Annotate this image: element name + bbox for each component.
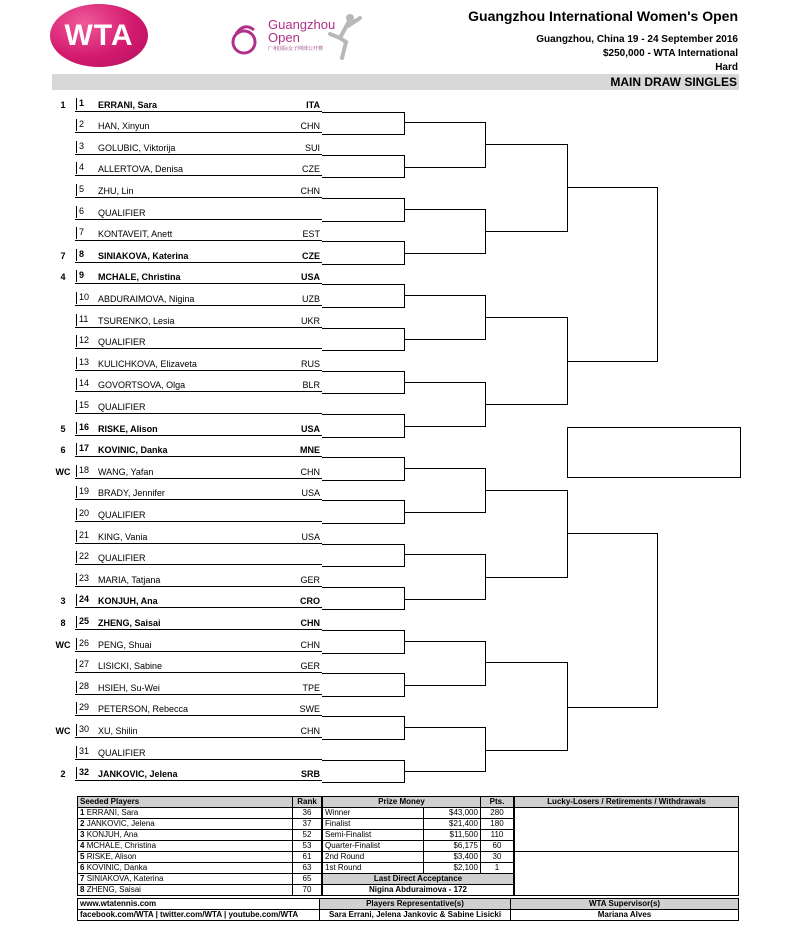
player-nationality: EST — [302, 229, 320, 240]
seeded-rank: 52 — [293, 830, 322, 841]
draw-position: 18 — [76, 465, 99, 477]
draw-row — [52, 349, 322, 371]
guangzhou-open-logo-icon — [228, 20, 268, 60]
prize-row — [323, 808, 514, 819]
location-dates: Guangzhou, China 19 - 24 September 2016 — [536, 34, 738, 45]
seeded-row — [78, 819, 322, 830]
seeded-row — [78, 841, 322, 852]
seeded-players-table — [77, 796, 322, 896]
prize-row — [323, 863, 514, 874]
bracket-connector — [485, 144, 568, 232]
draw-row — [52, 414, 322, 436]
seeded-row — [78, 852, 322, 863]
seed-label: 5 — [60, 423, 66, 434]
tournament-title: Guangzhou International Women's Open — [468, 8, 738, 24]
draw-position: 26 — [76, 638, 99, 650]
prize-round: Quarter-Finalist — [323, 841, 424, 852]
player-nationality: RUS — [300, 358, 320, 369]
draw-row — [52, 371, 322, 393]
player-name: KING, Vania — [98, 531, 148, 542]
bracket-connector — [322, 630, 405, 654]
prize-row — [323, 819, 514, 830]
draw-position: 23 — [76, 573, 99, 585]
seeded-seed: 2 — [80, 819, 85, 828]
player-nationality: CHN — [300, 121, 320, 132]
bracket-connector — [404, 209, 486, 254]
draw-row — [52, 90, 322, 112]
bracket-connector — [404, 641, 486, 686]
bracket-connector — [404, 554, 486, 599]
seeded-rank: 70 — [293, 885, 322, 896]
player-nationality: CZE — [302, 164, 320, 175]
draw-row — [52, 241, 322, 263]
draw-row — [52, 436, 322, 458]
draw-row — [52, 112, 322, 134]
seeded-seed: 6 — [80, 863, 85, 872]
prize-money: $11,500 — [423, 830, 480, 841]
draw-row — [52, 457, 322, 479]
player-name: KONJUH, Ana — [98, 596, 158, 607]
prize-money: $21,400 — [423, 819, 480, 830]
draw-position: 29 — [76, 702, 99, 714]
player-name: ALLERTOVA, Denisa — [98, 164, 184, 175]
seed-label: WC — [55, 725, 71, 736]
player-name: GOLUBIC, Viktorija — [98, 142, 176, 153]
prize-money: $43,000 — [423, 808, 480, 819]
seed-label: 4 — [60, 272, 66, 283]
draw-position: 32 — [76, 767, 99, 779]
player-name: WANG, Yafan — [98, 466, 154, 477]
player-nationality: MNE — [300, 445, 320, 456]
seeded-name: JANKOVIC, Jelena — [86, 819, 155, 828]
seeded-rank: 61 — [293, 852, 322, 863]
draw-position: 12 — [76, 335, 99, 347]
draw-position: 22 — [76, 551, 99, 563]
draw-row — [52, 522, 322, 544]
champion-box — [567, 427, 741, 478]
draw-row — [52, 392, 322, 414]
seeded-name: KOVINIC, Danka — [86, 863, 148, 872]
seeded-name: ZHENG, Saisai — [86, 885, 141, 894]
prize-points: 110 — [480, 830, 513, 841]
prize-points: 180 — [480, 819, 513, 830]
player-nationality: USA — [301, 531, 320, 542]
prize-header: Prize Money — [323, 797, 481, 808]
bracket-connector — [485, 662, 568, 750]
seeded-row — [78, 808, 322, 819]
prize-points: 60 — [480, 841, 513, 852]
seed-label: 8 — [60, 617, 66, 628]
player-nationality: USA — [300, 423, 320, 434]
draw-row — [52, 652, 322, 674]
bracket-connector — [322, 371, 405, 395]
draw-row — [52, 155, 322, 177]
player-name: MARIA, Tatjana — [98, 574, 161, 585]
player-name: QUALIFIER — [98, 747, 146, 758]
bracket-connector — [322, 328, 405, 352]
bracket-connector — [404, 122, 486, 167]
bracket-connector — [322, 587, 405, 611]
draw-row — [52, 716, 322, 738]
draw-row — [52, 587, 322, 609]
draw-row — [52, 760, 322, 782]
lucky-losers-cell — [515, 852, 739, 896]
draw-position: 15 — [76, 400, 99, 412]
player-nationality: CHN — [300, 725, 320, 736]
player-name: QUALIFIER — [98, 401, 146, 412]
seeded-seed: 4 — [80, 841, 85, 850]
draw-position: 1 — [76, 98, 99, 110]
prize-money: $2,100 — [423, 863, 480, 874]
players-rep-header: Players Representative(s) — [320, 899, 511, 910]
draw-position: 8 — [76, 249, 99, 261]
draw-position: 6 — [76, 206, 99, 218]
player-nationality: CHN — [300, 617, 320, 628]
player-name: QUALIFIER — [98, 207, 146, 218]
supervisor-value: Mariana Alves — [511, 910, 739, 921]
rank-header: Rank — [293, 797, 322, 808]
seed-label: 3 — [60, 596, 66, 607]
bracket-connector — [322, 500, 405, 524]
prize-round: 2nd Round — [323, 852, 424, 863]
bracket-connector — [322, 760, 405, 784]
draw-position: 3 — [76, 141, 99, 153]
bracket-connector — [567, 187, 658, 362]
section-title: MAIN DRAW SINGLES — [610, 75, 737, 89]
draw-row — [52, 673, 322, 695]
player-name: JANKOVIC, Jelena — [98, 769, 178, 780]
seeded-player — [78, 808, 293, 819]
draw-row — [52, 220, 322, 242]
player-nationality: CHN — [300, 466, 320, 477]
last-direct-label: Last Direct Acceptance — [323, 874, 514, 885]
prize-row — [323, 830, 514, 841]
prize-round: Finalist — [323, 819, 424, 830]
footer-web: www.wtatennis.com — [78, 899, 320, 910]
prize-category: $250,000 - WTA International — [602, 48, 738, 59]
bracket-connector — [322, 284, 405, 308]
bracket-connector — [322, 241, 405, 265]
draw-position: 21 — [76, 530, 99, 542]
bracket-connector — [322, 414, 405, 438]
player-name: MCHALE, Christina — [98, 272, 181, 283]
draw-position: 19 — [76, 486, 99, 498]
bracket-connector — [567, 533, 658, 708]
seeded-seed: 5 — [80, 852, 85, 861]
player-nationality: CHN — [300, 639, 320, 650]
draw-position: 25 — [76, 616, 99, 628]
seeded-name: KONJUH, Ana — [86, 830, 138, 839]
draw-row — [52, 565, 322, 587]
seed-label: WC — [55, 639, 71, 650]
player-nationality: BLR — [302, 380, 320, 391]
last-direct-value: Nigina Abduraimova - 172 — [323, 885, 514, 896]
draw-row — [52, 328, 322, 350]
player-name: XU, Shilin — [98, 725, 138, 736]
seeded-row — [78, 863, 322, 874]
player-nationality: USA — [301, 488, 320, 499]
player-nationality: SWE — [299, 704, 320, 715]
player-silhouette-icon — [320, 12, 366, 62]
draw-position: 17 — [76, 443, 99, 455]
seeded-rank: 37 — [293, 819, 322, 830]
bracket-connector — [322, 457, 405, 481]
seeded-row — [78, 885, 322, 896]
prize-money: $6,175 — [423, 841, 480, 852]
player-nationality: CHN — [300, 185, 320, 196]
seeded-player — [78, 863, 293, 874]
player-nationality: GER — [300, 661, 320, 672]
seeded-header: Seeded Players — [78, 797, 293, 808]
player-name: ZHU, Lin — [98, 185, 134, 196]
player-name: KULICHKOVA, Elizaveta — [98, 358, 197, 369]
draw-position: 10 — [76, 292, 99, 304]
footer-social: facebook.com/WTA | twitter.com/WTA | youtube.com/WTA — [78, 910, 320, 921]
draw-row — [52, 198, 322, 220]
draw-position: 28 — [76, 681, 99, 693]
player-name: QUALIFIER — [98, 553, 146, 564]
wta-logo: WTA — [50, 4, 148, 67]
draw-position: 24 — [76, 594, 99, 606]
bracket-connector — [485, 490, 568, 578]
draw-position: 31 — [76, 746, 99, 758]
seeded-name: SINIAKOVA, Katerina — [86, 874, 164, 883]
seeded-name: MCHALE, Christina — [86, 841, 157, 850]
draw-row — [52, 630, 322, 652]
seed-label: 1 — [60, 99, 66, 110]
draw-position: 11 — [76, 314, 99, 326]
player-name: ZHENG, Saisai — [98, 617, 161, 628]
player-name: QUALIFIER — [98, 509, 146, 520]
draw-row — [52, 176, 322, 198]
draw-row — [52, 608, 322, 630]
player-name: TSURENKO, Lesia — [98, 315, 175, 326]
tournament-logo-line1: Guangzhou — [268, 17, 336, 32]
seeded-rank: 36 — [293, 808, 322, 819]
prize-points: 30 — [480, 852, 513, 863]
bracket-connector — [404, 468, 486, 513]
player-nationality: TPE — [302, 682, 320, 693]
prize-round: Winner — [323, 808, 424, 819]
seeded-player — [78, 830, 293, 841]
draw-position: 4 — [76, 162, 99, 174]
lucky-losers-header: Lucky-Losers / Retirements / Withdrawals — [515, 797, 739, 808]
prize-row — [323, 852, 514, 863]
players-rep-value: Sara Errani, Jelena Jankovic & Sabine Lisicki — [320, 910, 511, 921]
player-nationality: ITA — [306, 99, 320, 110]
seeded-rank: 53 — [293, 841, 322, 852]
player-nationality: SUI — [304, 142, 320, 153]
bracket-connector — [322, 673, 405, 697]
draw-position: 7 — [76, 227, 99, 239]
prize-points: 280 — [480, 808, 513, 819]
prize-round: Semi-Finalist — [323, 830, 424, 841]
seeded-row — [78, 830, 322, 841]
supervisor-header: WTA Supervisor(s) — [511, 899, 739, 910]
row-line — [75, 780, 322, 781]
player-name: QUALIFIER — [98, 337, 146, 348]
player-nationality: USA — [300, 272, 320, 283]
seed-label: 7 — [60, 250, 66, 261]
draw-row — [52, 263, 322, 285]
bracket-connector — [322, 112, 405, 136]
player-name: HSIEH, Su-Wei — [98, 682, 160, 693]
prize-money: $3,400 — [423, 852, 480, 863]
lucky-losers-cell — [515, 808, 739, 852]
player-nationality: GER — [300, 574, 320, 585]
player-nationality: UZB — [302, 293, 320, 304]
prize-money-table — [322, 796, 514, 896]
draw-position: 14 — [76, 378, 99, 390]
seeded-seed: 3 — [80, 830, 85, 839]
draw-row — [52, 479, 322, 501]
bracket-connector — [485, 317, 568, 405]
seed-label: 6 — [60, 445, 66, 456]
seeded-name: RISKE, Alison — [86, 852, 137, 861]
seeded-seed: 7 — [80, 874, 85, 883]
seed-label: WC — [55, 466, 71, 477]
draw-row — [52, 738, 322, 760]
bracket-connector — [322, 716, 405, 740]
player-name: LISICKI, Sabine — [98, 661, 163, 672]
draw-row — [52, 544, 322, 566]
bracket-connector — [322, 198, 405, 222]
draw-position: 30 — [76, 724, 99, 736]
seeded-row — [78, 874, 322, 885]
player-nationality: CZE — [302, 250, 320, 261]
seeded-player — [78, 819, 293, 830]
player-name: ERRANI, Sara — [98, 99, 158, 110]
seeded-player — [78, 841, 293, 852]
seeded-player — [78, 874, 293, 885]
seeded-rank: 65 — [293, 874, 322, 885]
draw-position: 13 — [76, 357, 99, 369]
seeded-player — [78, 852, 293, 863]
player-nationality: UKR — [300, 315, 320, 326]
player-name: KOVINIC, Danka — [98, 445, 168, 456]
surface: Hard — [715, 62, 738, 73]
prize-round: 1st Round — [323, 863, 424, 874]
draw-row — [52, 284, 322, 306]
bracket-connector — [404, 727, 486, 772]
pts-header: Pts. — [480, 797, 513, 808]
draw-position: 5 — [76, 184, 99, 196]
prize-row — [323, 841, 514, 852]
seeded-seed: 8 — [80, 885, 85, 894]
player-nationality: SRB — [300, 769, 320, 780]
draw-position: 16 — [76, 422, 99, 434]
player-name: PENG, Shuai — [98, 639, 152, 650]
footer-table — [77, 898, 739, 921]
draw-position: 27 — [76, 659, 99, 671]
player-name: SINIAKOVA, Katerina — [98, 250, 189, 261]
player-name: BRADY, Jennifer — [98, 488, 165, 499]
bracket-connector — [404, 295, 486, 340]
draw-row — [52, 133, 322, 155]
draw-position: 9 — [76, 270, 99, 282]
lucky-losers-table — [514, 796, 739, 896]
seed-label: 2 — [60, 769, 66, 780]
bracket-connector — [322, 544, 405, 568]
draw-row — [52, 500, 322, 522]
section-bar — [52, 74, 739, 90]
draw-row — [52, 695, 322, 717]
seeded-rank: 63 — [293, 863, 322, 874]
tournament-logo-sub: 广州国际女子网球公开赛 — [268, 46, 324, 52]
draw-row — [52, 306, 322, 328]
player-name: GOVORTSOVA, Olga — [98, 380, 186, 391]
player-nationality: CRO — [300, 596, 320, 607]
draw-position: 2 — [76, 119, 99, 131]
player-name: ABDURAIMOVA, Nigina — [98, 293, 195, 304]
seeded-name: ERRANI, Sara — [86, 808, 139, 817]
player-name: PETERSON, Rebecca — [98, 704, 189, 715]
player-name: HAN, Xinyun — [98, 121, 150, 132]
seeded-player — [78, 885, 293, 896]
bracket-connector — [404, 382, 486, 427]
player-name: KONTAVEIT, Anett — [98, 229, 173, 240]
player-name: RISKE, Alison — [98, 423, 158, 434]
bracket-connector — [322, 155, 405, 179]
prize-points: 1 — [480, 863, 513, 874]
tournament-logo-line2: Open — [268, 30, 300, 45]
seeded-seed: 1 — [80, 808, 85, 817]
draw-position: 20 — [76, 508, 99, 520]
